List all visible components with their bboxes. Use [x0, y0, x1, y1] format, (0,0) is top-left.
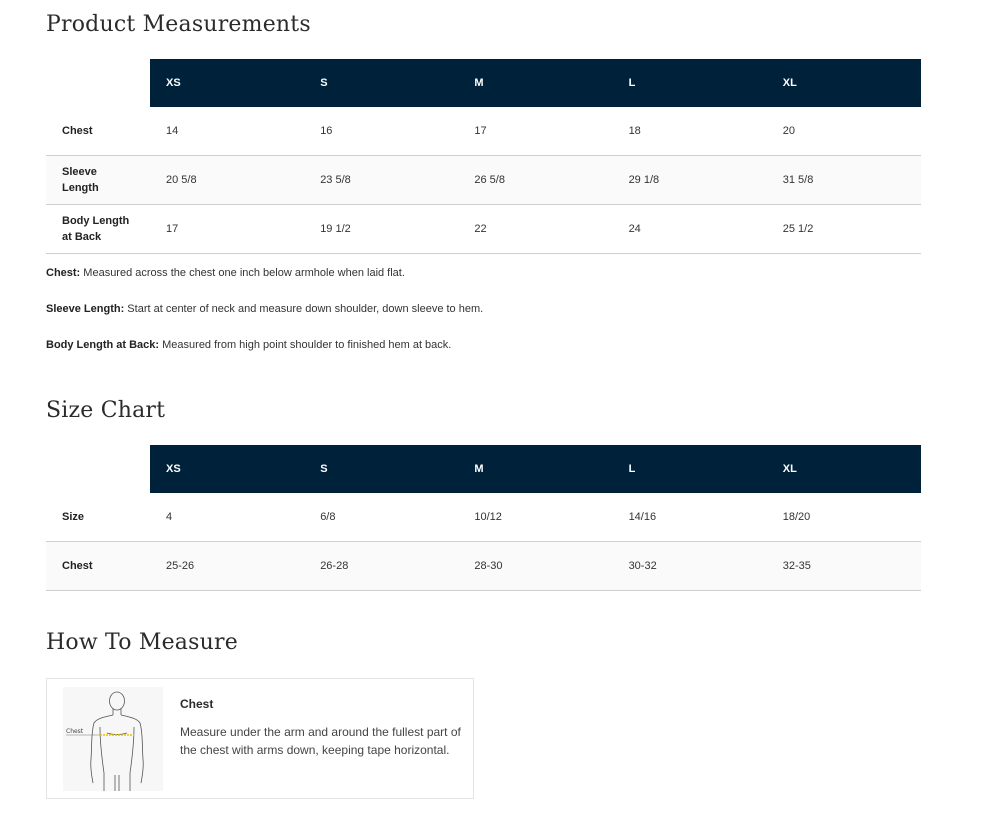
size-header: L [613, 59, 767, 107]
row-label: Chest [46, 107, 150, 156]
row-label: Size [46, 493, 150, 542]
row-label: Body Length at Back [46, 205, 150, 254]
table-row [46, 542, 921, 591]
table-cell: 28-30 [458, 542, 612, 591]
table-row [46, 493, 921, 542]
size-header: XS [150, 59, 304, 107]
size-header: L [613, 445, 767, 493]
figure-chest-label: Chest [66, 728, 84, 735]
table-cell: 25 1/2 [767, 205, 921, 254]
table-cell: 25-26 [150, 542, 304, 591]
table-cell: 32-35 [767, 542, 921, 591]
size-header: S [304, 445, 458, 493]
table-cell: 22 [458, 205, 612, 254]
table-cell: 17 [458, 107, 612, 156]
table-cell: 29 1/8 [613, 156, 767, 205]
table-row [46, 205, 921, 254]
table-row [46, 107, 921, 156]
table-cell: 20 [767, 107, 921, 156]
size-chart-title: Size Chart [46, 398, 166, 423]
body-figure-illustration [63, 687, 163, 791]
size-chart-table [46, 445, 921, 591]
table-cell: 14/16 [613, 493, 767, 542]
table-cell: 16 [304, 107, 458, 156]
size-header: XL [767, 59, 921, 107]
size-header: XL [767, 445, 921, 493]
torso-figure-icon [63, 687, 163, 791]
header-blank-cell [46, 59, 150, 107]
measurements-table [46, 59, 921, 254]
measurements-header-row [46, 59, 921, 107]
card-heading: Chest [180, 697, 214, 711]
table-cell: 31 5/8 [767, 156, 921, 205]
note-text: Measured across the chest one inch below armhole when laid flat. [80, 267, 405, 279]
note-chest [46, 266, 921, 281]
table-cell: 14 [150, 107, 304, 156]
note-sleeve-length [46, 302, 921, 317]
table-row [46, 156, 921, 205]
size-header: M [458, 445, 612, 493]
table-cell: 18 [613, 107, 767, 156]
size-header: XS [150, 445, 304, 493]
product-measurements-title: Product Measurements [46, 12, 311, 37]
note-term: Sleeve Length: [46, 303, 125, 315]
row-label: Chest [46, 542, 150, 591]
table-cell: 19 1/2 [304, 205, 458, 254]
table-cell: 6/8 [304, 493, 458, 542]
size-header: S [304, 59, 458, 107]
row-label: Sleeve Length [46, 156, 150, 205]
note-text: Measured from high point shoulder to finished hem at back. [159, 339, 452, 351]
table-cell: 26 5/8 [458, 156, 612, 205]
measurement-notes [46, 266, 921, 374]
header-blank-cell [46, 445, 150, 493]
table-cell: 17 [150, 205, 304, 254]
note-term: Chest: [46, 267, 81, 279]
table-cell: 30-32 [613, 542, 767, 591]
table-cell: 24 [613, 205, 767, 254]
how-to-measure-title: How To Measure [46, 630, 238, 655]
table-cell: 4 [150, 493, 304, 542]
note-term: Body Length at Back: [46, 339, 160, 351]
table-cell: 18/20 [767, 493, 921, 542]
size-header: M [458, 59, 612, 107]
table-cell: 20 5/8 [150, 156, 304, 205]
card-description: Measure under the arm and around the fullest part of the chest with arms down, keeping tape horizontal. [180, 725, 461, 757]
note-text: Start at center of neck and measure down shoulder, down sleeve to hem. [124, 303, 484, 315]
table-cell: 23 5/8 [304, 156, 458, 205]
chest-measure-card [46, 678, 474, 799]
size-chart-header-row [46, 445, 921, 493]
table-cell: 10/12 [458, 493, 612, 542]
table-cell: 26-28 [304, 542, 458, 591]
note-body-length [46, 338, 921, 353]
